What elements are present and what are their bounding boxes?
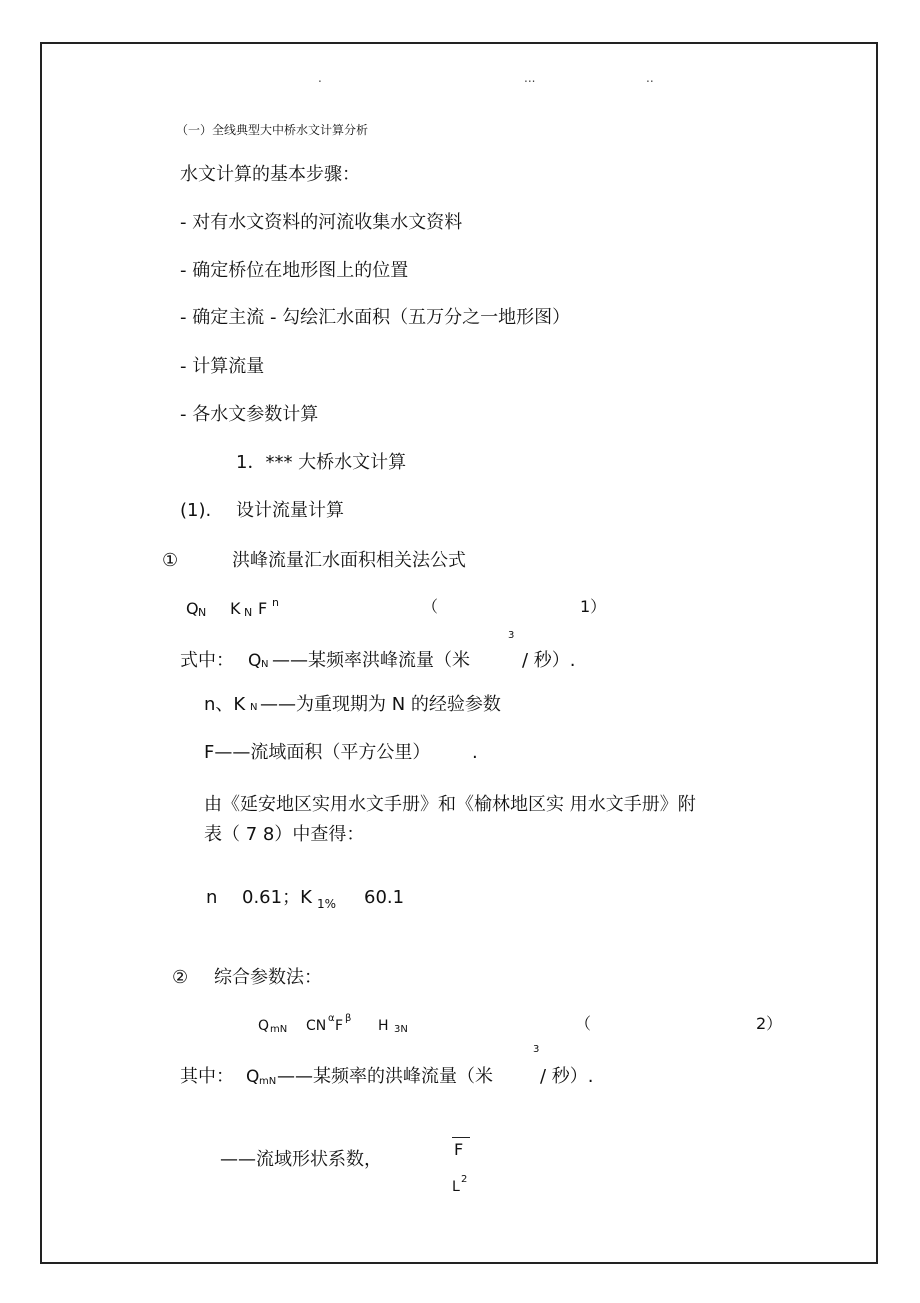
- where1-q-sub: N: [261, 659, 269, 670]
- value-k-sub: 1%: [317, 897, 337, 911]
- where1-desc: ——某频率洪峰流量（米: [272, 650, 470, 671]
- formula1-q-sub: N: [198, 606, 207, 619]
- step-item: - 确定主流 - 勾绘汇水面积（五万分之一地形图）: [180, 307, 571, 328]
- shape-denominator-sup: 2: [461, 1174, 468, 1185]
- where1-exponent: 3: [508, 630, 515, 641]
- formula2-h-sub: 3N: [394, 1024, 408, 1035]
- shape-numerator: F: [454, 1140, 464, 1159]
- fraction-overline: [452, 1137, 470, 1138]
- formula1-f-sup: n: [272, 596, 279, 609]
- formula2-q: Q: [258, 1018, 270, 1034]
- formula1-k-sub: N: [244, 606, 253, 619]
- where2-q-sub: mN: [259, 1076, 277, 1087]
- source-line-2: 表（ 7 8）中查得：: [204, 824, 365, 845]
- subsubsection-title: 设计流量计算: [236, 500, 344, 521]
- where2-exponent: 3: [533, 1044, 540, 1055]
- formula2-f: F: [335, 1018, 344, 1034]
- n-definition-rest: ——为重现期为 N 的经验参数: [260, 694, 501, 715]
- formula2-h: H: [378, 1018, 389, 1034]
- formula1-number: 1）: [580, 597, 607, 616]
- step-item: - 各水文参数计算: [180, 404, 319, 425]
- method2-marker: ②: [172, 967, 189, 988]
- shape-coefficient-text: ——流域形状系数，: [220, 1149, 382, 1170]
- method1-title: 洪峰流量汇水面积相关法公式: [232, 550, 466, 571]
- value-k: 60.1: [364, 887, 405, 908]
- section-title: （一）全线典型大中桥水文计算分析: [176, 123, 369, 137]
- formula2-paren: （: [575, 1014, 592, 1033]
- steps-heading: 水文计算的基本步骤：: [180, 164, 360, 185]
- where2-prefix: 其中：: [180, 1066, 234, 1087]
- where1-prefix: 式中：: [180, 650, 234, 671]
- formula1-q: Q: [186, 599, 199, 618]
- formula1-f: F: [258, 599, 268, 618]
- formula1-paren: （: [422, 597, 439, 616]
- formula1-k: K: [230, 599, 241, 618]
- where1-unit: / 秒）.: [522, 650, 576, 671]
- header-mark-right: ..: [646, 71, 654, 85]
- step-item: - 计算流量: [180, 356, 265, 377]
- where2-q: Q: [246, 1067, 260, 1087]
- subsection-title: 1．*** 大桥水文计算: [236, 452, 407, 473]
- formula2-cn: CN: [306, 1018, 327, 1034]
- where1-q: Q: [248, 651, 262, 671]
- where2-unit: / 秒）.: [540, 1066, 594, 1087]
- n-definition-sub: N: [250, 702, 258, 713]
- f-definition: F——流域面积（平方公里）: [204, 742, 431, 763]
- formula2-alpha: α: [328, 1013, 335, 1024]
- step-item: - 对有水文资料的河流收集水文资料: [180, 212, 463, 233]
- shape-denominator: L: [452, 1179, 460, 1195]
- formula2-q-sub: mN: [270, 1024, 288, 1035]
- step-item: - 确定桥位在地形图上的位置: [180, 260, 409, 281]
- formula2-beta: β: [345, 1013, 352, 1024]
- f-definition-dot: .: [472, 742, 478, 763]
- formula2-number: 2）: [756, 1014, 783, 1033]
- where2-desc: ——某频率的洪峰流量（米: [277, 1066, 493, 1087]
- method1-marker: ①: [162, 550, 179, 571]
- subsubsection-number: (1).: [180, 500, 212, 521]
- n-definition: n、K: [204, 694, 246, 715]
- source-line-1: 由《延安地区实用水文手册》和《榆林地区实 用水文手册》附: [204, 794, 696, 815]
- header-mark-middle: ...: [524, 71, 536, 85]
- value-n: 0.61；K: [242, 887, 312, 908]
- header-mark-left: .: [318, 71, 322, 85]
- value-n-label: n: [206, 887, 218, 908]
- method2-title: 综合参数法：: [214, 967, 322, 988]
